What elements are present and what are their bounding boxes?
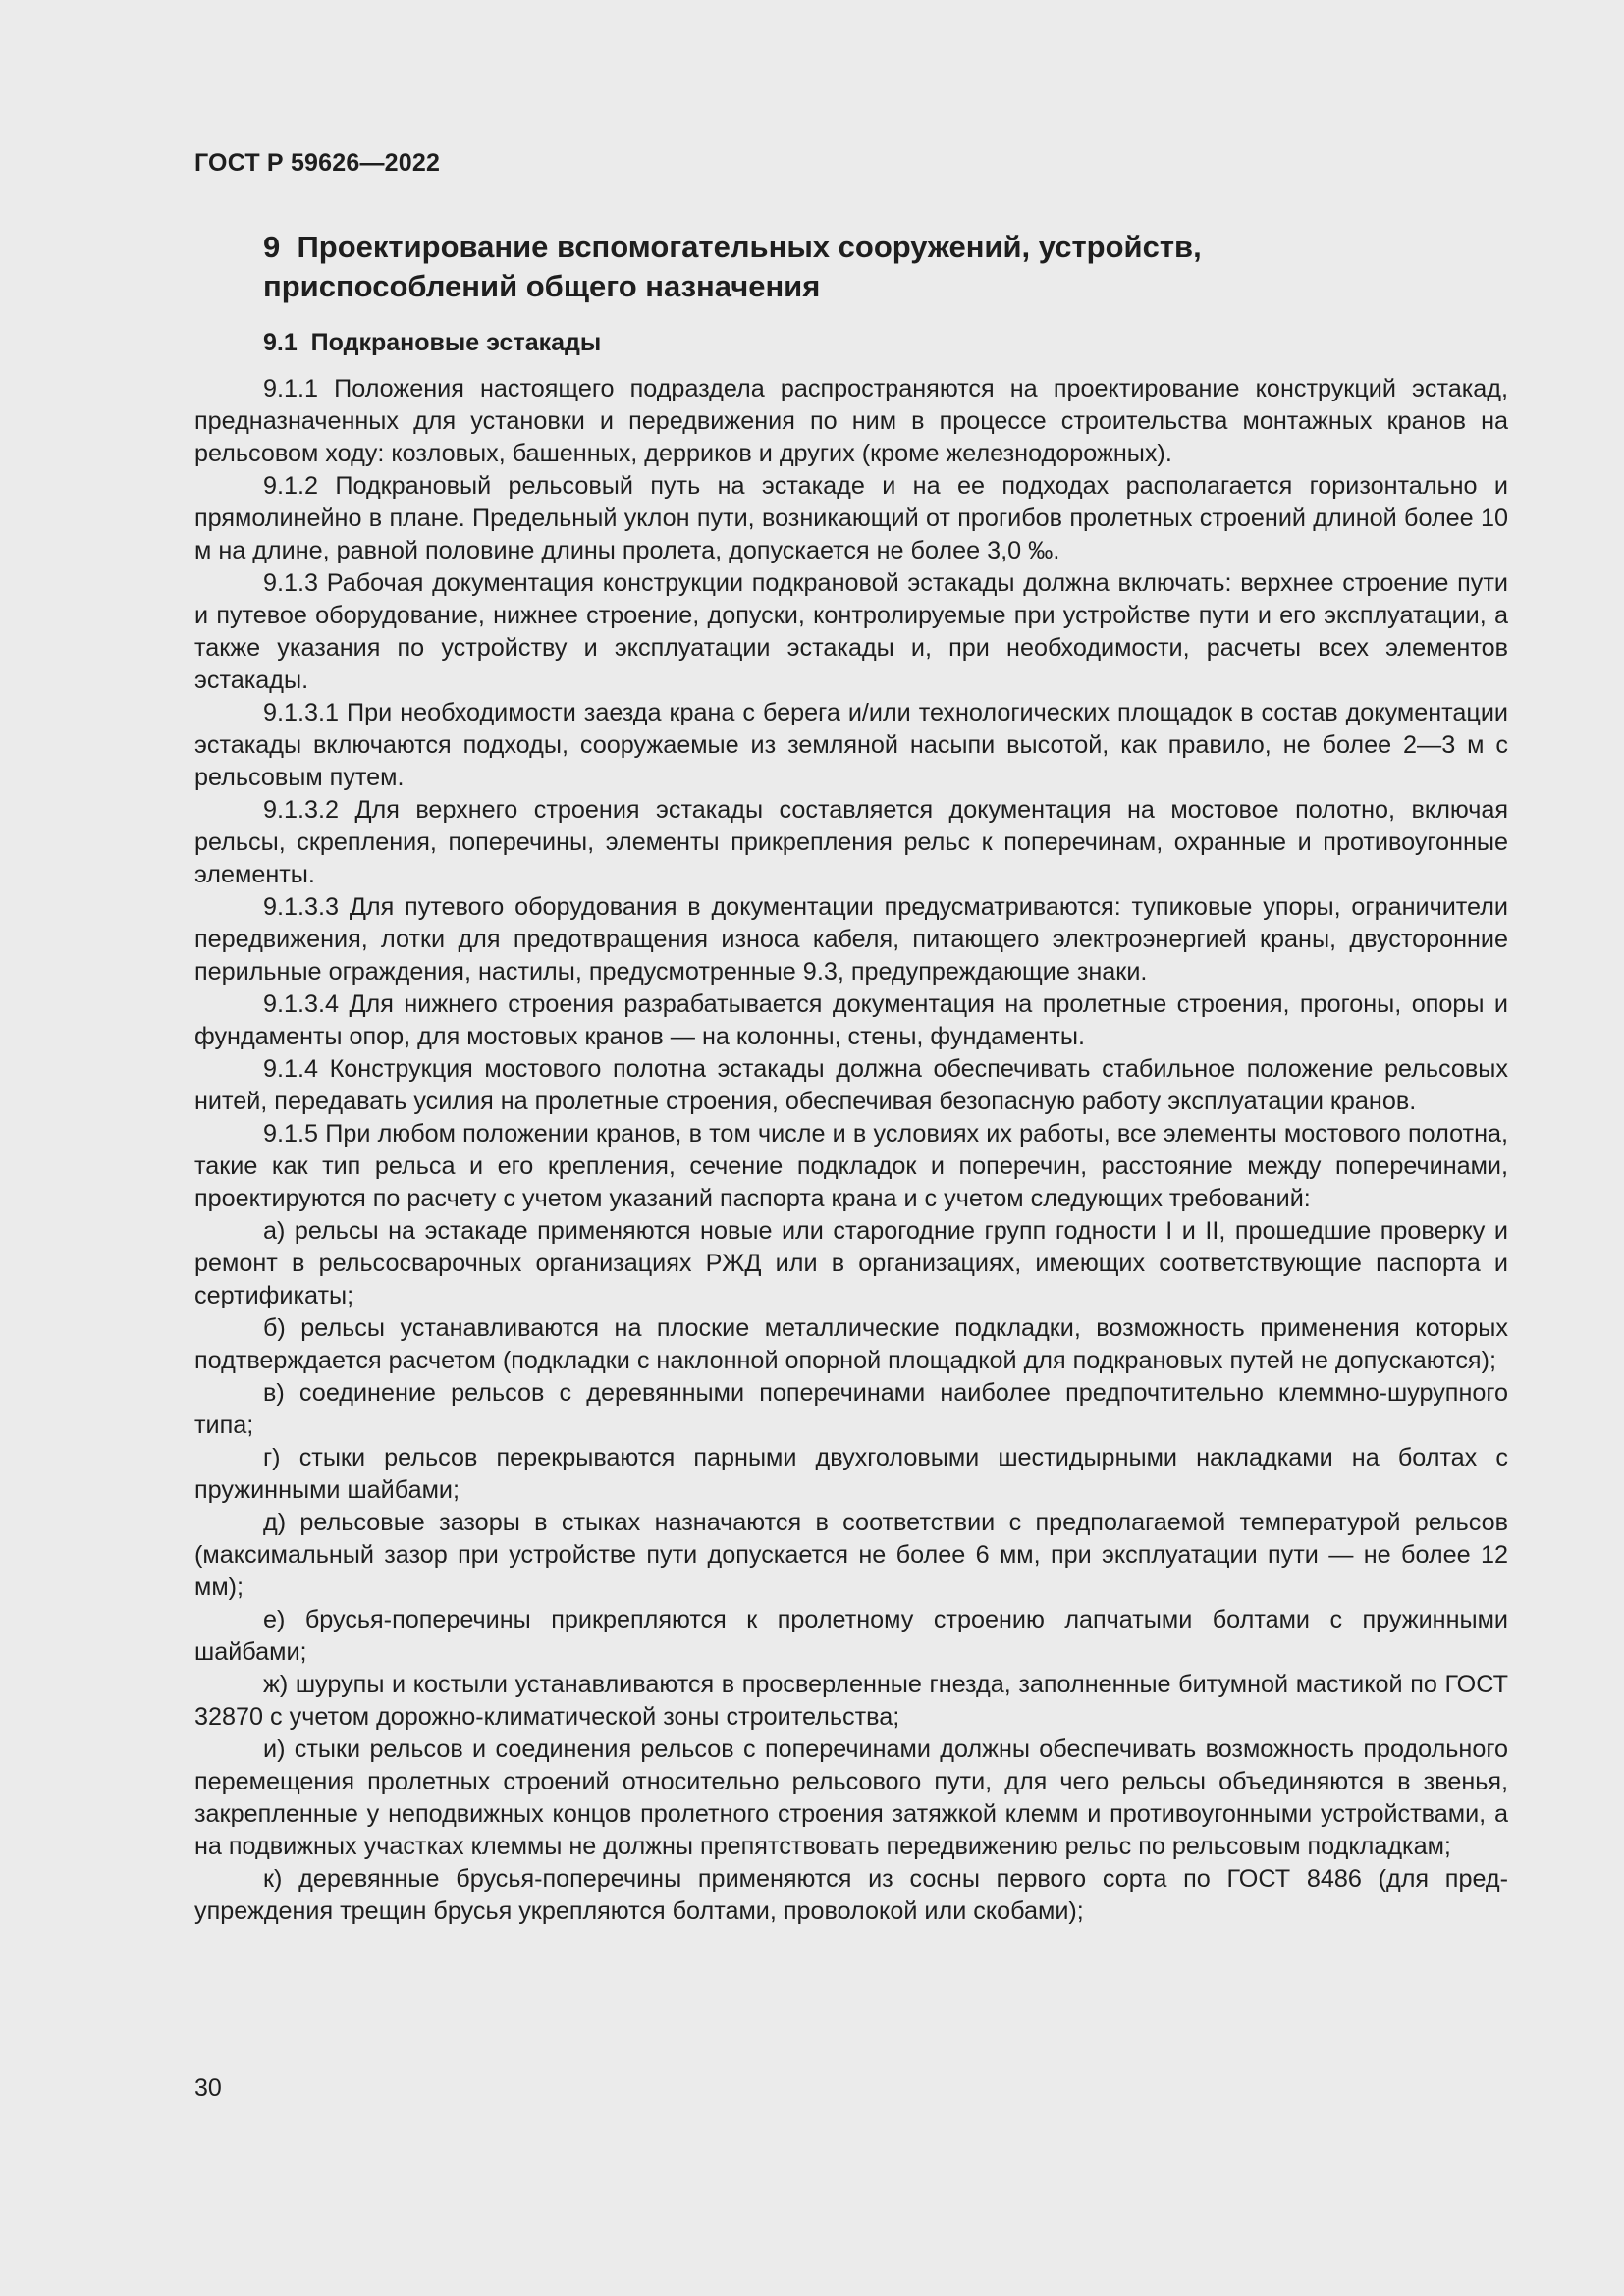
subsection-heading — [263, 329, 601, 357]
subsection-title: Подкрановые эстакады — [310, 329, 602, 356]
standard-header: ГОСТ Р 59626—2022 — [194, 149, 441, 177]
paragraph-9-1-3: 9.1.3 Рабочая документация конструкции подкрановой эстакады должна включать: верхнее строение пути и путевое оборудование, нижнее строение, допуски, контролируемые при устройстве пути и его эксплуатации, а также указания по устройству и эксплуатации эстакады и, при необходимости, расчеты всех элементов эстакады. — [194, 569, 1508, 694]
list-item-k: к) деревянные брусья-поперечины применяются из сосны первого сорта по ГОСТ 8486 (для предупреждения трещин брусья укрепляются болтами, проволокой или скобами); — [194, 1865, 1508, 1925]
list-item-v: в) соединение рельсов с деревянными поперечинами наиболее предпочтительно клеммно-шурупного типа; — [194, 1379, 1508, 1439]
section-title: Проектирование вспомогательных сооружений, устройств, приспособлений общего назначения — [263, 230, 1202, 303]
paragraph-9-1-3-4: 9.1.3.4 Для нижнего строения разрабатывается документация на пролетные строения, прогоны, опоры и фундаменты опор, для мостовых кранов — на колонны, стены, фундаменты. — [194, 990, 1508, 1050]
paragraph-9-1-1: 9.1.1 Положения настоящего подраздела распространяются на проектирование конструкций эстакад, предназначенных для установки и передвижения по ним в процессе строительства монтажных кранов на рельсовом ходу: козловых, башенных, дерриков и других (кроме железнодорожных). — [194, 375, 1508, 467]
subsection-number: 9.1 — [263, 329, 298, 356]
list-item-g: г) стыки рельсов перекрываются парными двухголовыми шестидырными накладками на болтах с пружинными шайбами; — [194, 1444, 1508, 1504]
paragraph-9-1-3-2: 9.1.3.2 Для верхнего строения эстакады составляется документация на мостовое полотно, включая рельсы, скрепления, поперечины, элементы прикрепления рельс к поперечинам, охранные и противоугонные элементы. — [194, 796, 1508, 888]
list-item-b: б) рельсы устанавливаются на плоские металлические подкладки, возможность применения которых подтверждается расчетом (подкладки с наклонной опорной площадкой для подкрановых путей не допускаются); — [194, 1314, 1508, 1374]
body-text — [194, 373, 1508, 1928]
paragraph-9-1-2: 9.1.2 Подкрановый рельсовый путь на эстакаде и на ее подходах располагается горизонтально и прямолинейно в плане. Предельный уклон пути, возникающий от прогибов пролетных строений длиной более 10 м на длине, равной половине длины пролета, допускается не более 3,0 ‰. — [194, 472, 1508, 564]
page-number: 30 — [194, 2074, 222, 2102]
paragraph-9-1-3-1: 9.1.3.1 При необходимости заезда крана с берега и/или технологических площадок в состав документации эстакады включаются подходы, сооружаемые из земляной насыпи высотой, как правило, не более 2—3 м с рельсовым путем. — [194, 699, 1508, 791]
list-item-d: д) рельсовые зазоры в стыках назначаются в соответствии с предполагаемой температурой рельсов (максимальный зазор при устройстве пути допускается не более 6 мм, при эксплуатации пути — не более 12 мм); — [194, 1509, 1508, 1601]
section-number: 9 — [263, 230, 281, 264]
list-item-e: е) брусья-поперечины прикрепляются к пролетному строению лапчатыми болтами с пружинными шайбами; — [194, 1606, 1508, 1666]
list-item-zh: ж) шурупы и костыли устанавливаются в просверленные гнезда, заполненные битумной мастикой по ГОСТ 32870 с учетом дорожно-климатической зоны строительства; — [194, 1671, 1508, 1731]
list-item-i: и) стыки рельсов и соединения рельсов с поперечинами должны обеспечивать возможность продольного перемещения пролетных строений относительно рельсового пути, для чего рельсы объединяются в звенья, закрепленные у неподвижных концов пролетного строения затяжкой клемм и противоугонными устройствами, а на подвижных участках клеммы не должны препятствовать передвижению рельс по рельсовым подкладкам; — [194, 1735, 1508, 1860]
paragraph-9-1-4: 9.1.4 Конструкция мостового полотна эстакады должна обеспечивать стабильное положение рельсовых нитей, передавать усилия на пролетные строения, обеспечивая безопасную работу эксплуатации кранов. — [194, 1055, 1508, 1115]
paragraph-9-1-5: 9.1.5 При любом положении кранов, в том числе и в условиях их работы, все элементы мостового полотна, такие как тип рельса и его крепления, сечение подкладок и поперечин, расстояние между поперечинами, проектируются по расчету с учетом указаний паспорта крана и с учетом следующих требований: — [194, 1120, 1508, 1212]
paragraph-9-1-3-3: 9.1.3.3 Для путевого оборудования в документации предусматриваются: тупиковые упоры, ограничители передвижения, лотки для предотвращения износа кабеля, питающего электроэнергией краны, двусторонние перильные ограждения, настилы, предусмотренные 9.3, предупреждающие знаки. — [194, 893, 1508, 986]
list-item-a: а) рельсы на эстакаде применяются новые или старогодние групп годности I и II, прошедшие проверку и ремонт в рельсосварочных организациях РЖД или в организациях, имеющих соответствующие паспорта и сертификаты; — [194, 1217, 1508, 1309]
section-heading — [263, 228, 1363, 306]
